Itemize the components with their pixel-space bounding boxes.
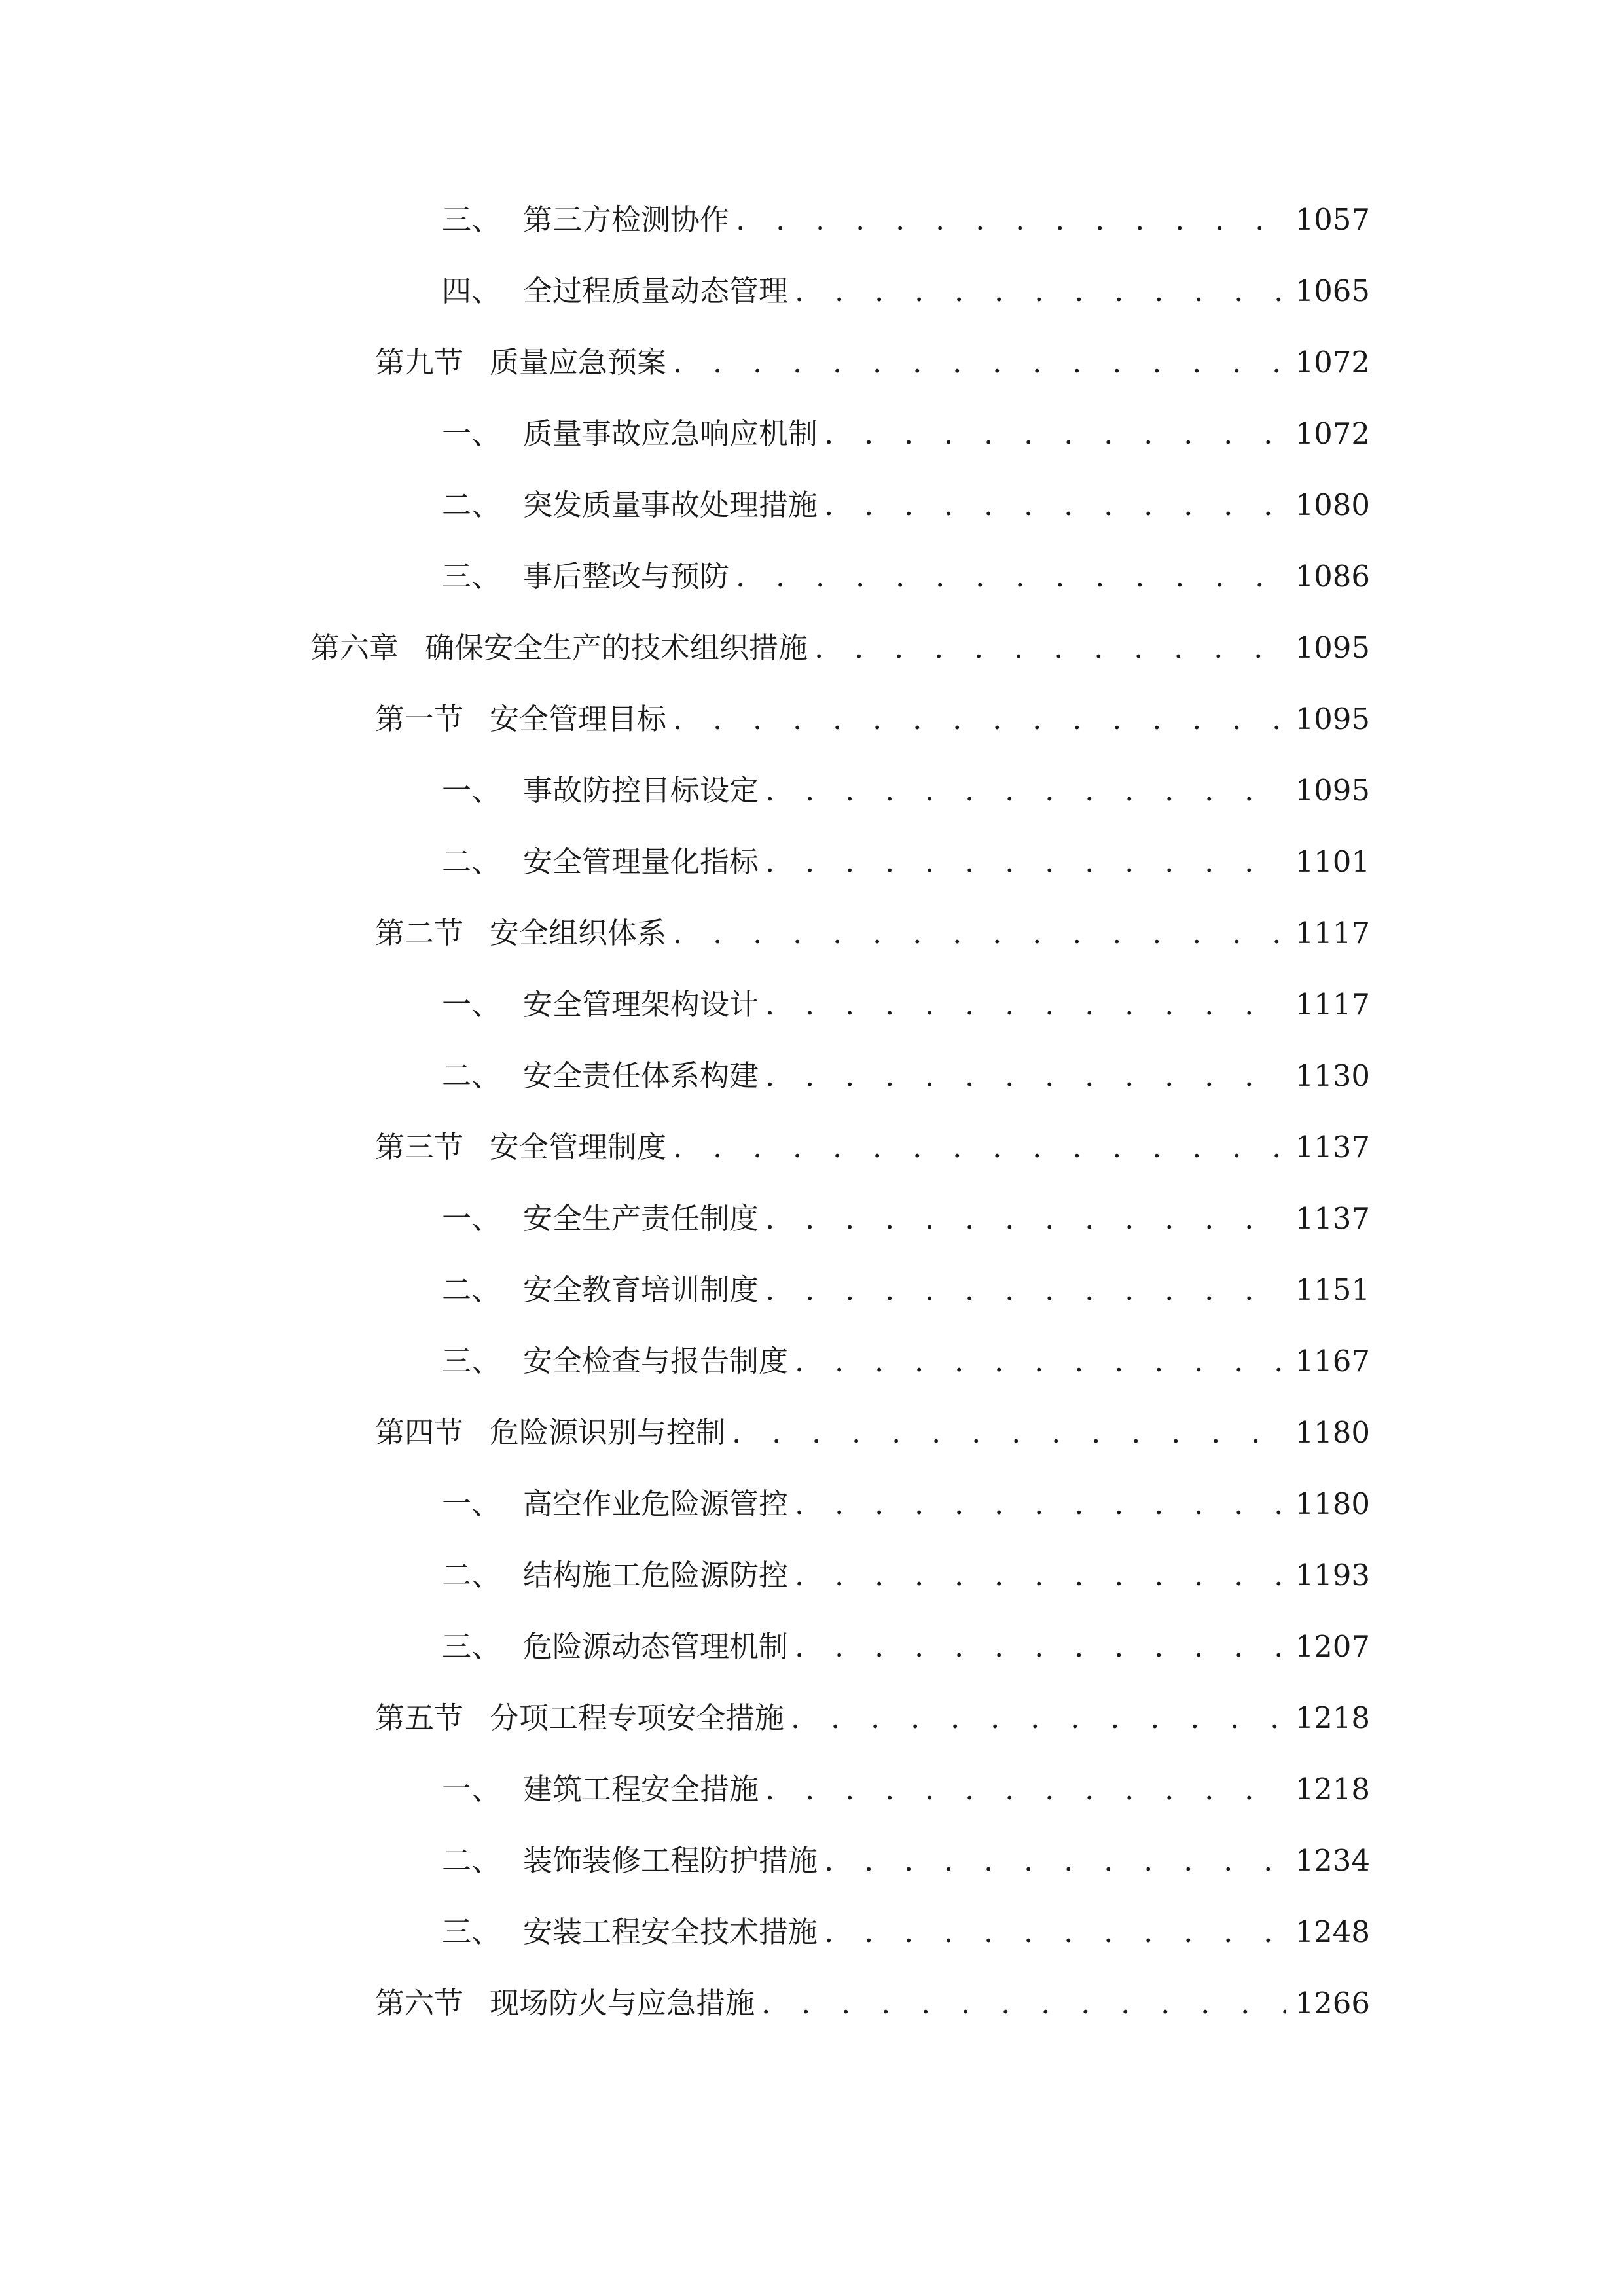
toc-entry-title: 全过程质量动态管理 (523, 274, 789, 308)
toc-dot-leader (791, 1692, 1286, 1744)
toc-entry-title: 第三方检测协作 (523, 202, 730, 237)
toc-entry-title: 危险源识别与控制 (490, 1415, 726, 1450)
toc-entry[interactable] (442, 1763, 1370, 1816)
toc-entry-number: 第二节 (375, 916, 464, 950)
toc-entry-number: 二、 (442, 1272, 501, 1307)
toc-dot-leader (824, 479, 1286, 531)
toc-entry[interactable] (442, 978, 1370, 1031)
toc-entry-page-number: 1218 (1295, 1700, 1370, 1735)
toc-entry[interactable] (375, 1407, 1370, 1459)
toc-dot-leader (824, 1906, 1286, 1958)
toc-dot-leader (765, 836, 1286, 888)
toc-entry-title: 安全管理架构设计 (523, 987, 759, 1022)
toc-entry[interactable] (442, 764, 1370, 817)
toc-entry-title: 现场防火与应急措施 (490, 1986, 755, 2020)
toc-entry-page-number: 1086 (1295, 559, 1370, 594)
toc-entry-number: 一、 (442, 416, 501, 451)
toc-entry-number: 三、 (442, 1914, 501, 1949)
toc-entry-page-number: 1117 (1295, 987, 1370, 1022)
toc-entry-page-number: 1137 (1295, 1130, 1370, 1164)
toc-entry-title: 建筑工程安全措施 (523, 1772, 759, 1806)
toc-entry[interactable] (375, 1121, 1370, 1174)
toc-entry-title: 质量应急预案 (490, 345, 667, 380)
toc-dot-leader (765, 1763, 1286, 1816)
toc-entry-page-number: 1193 (1295, 1558, 1370, 1592)
toc-entry-number: 第六章 (310, 630, 399, 665)
toc-dot-leader (824, 408, 1286, 460)
toc-entry-page-number: 1072 (1295, 416, 1370, 451)
toc-entry-page-number: 1207 (1295, 1629, 1370, 1664)
toc-entry-title: 安全管理制度 (490, 1130, 667, 1164)
toc-entry[interactable] (375, 1977, 1370, 2030)
toc-entry-number: 三、 (442, 202, 501, 237)
toc-entry-number: 三、 (442, 1344, 501, 1378)
toc-entry-title: 安全责任体系构建 (523, 1058, 759, 1093)
toc-entry-title: 突发质量事故处理措施 (523, 488, 818, 522)
toc-dot-leader (732, 1407, 1286, 1459)
toc-entry-page-number: 1180 (1295, 1415, 1370, 1450)
toc-entry-number: 第一节 (375, 702, 464, 736)
toc-entry-number: 二、 (442, 1058, 501, 1093)
toc-entry-number: 一、 (442, 987, 501, 1022)
toc-dot-leader (673, 693, 1286, 745)
toc-entry-page-number: 1248 (1295, 1914, 1370, 1949)
toc-entry[interactable] (442, 1549, 1370, 1602)
toc-dot-leader (765, 1050, 1286, 1102)
toc-entry-title: 质量事故应急响应机制 (523, 416, 818, 451)
toc-entry-number: 第九节 (375, 345, 464, 380)
toc-entry-page-number: 1266 (1295, 1986, 1370, 2020)
toc-entry[interactable] (442, 1621, 1370, 1673)
toc-entry-title: 高空作业危险源管控 (523, 1486, 789, 1521)
toc-entry-number: 二、 (442, 1558, 501, 1592)
toc-entry-title: 安全组织体系 (490, 916, 667, 950)
toc-entry[interactable] (375, 336, 1370, 389)
toc-entry-page-number: 1117 (1295, 916, 1370, 950)
toc-entry[interactable] (375, 693, 1370, 745)
toc-dot-leader (673, 336, 1286, 389)
toc-entry-page-number: 1095 (1295, 773, 1370, 808)
toc-entry-number: 三、 (442, 559, 501, 594)
toc-dot-leader (736, 194, 1286, 246)
toc-entry[interactable] (442, 1478, 1370, 1530)
toc-entry-title: 装饰装修工程防护措施 (523, 1843, 818, 1878)
toc-dot-leader (765, 1193, 1286, 1245)
toc-entry-title: 结构施工危险源防控 (523, 1558, 789, 1592)
toc-entry-page-number: 1130 (1295, 1058, 1370, 1093)
toc-dot-leader (765, 764, 1286, 817)
toc-entry-number: 第六节 (375, 1986, 464, 2020)
toc-entry-number: 第五节 (375, 1700, 464, 1735)
toc-entry-number: 第四节 (375, 1415, 464, 1450)
toc-entry[interactable] (442, 1264, 1370, 1316)
toc-entry-number: 一、 (442, 773, 501, 808)
toc-dot-leader (673, 907, 1286, 960)
toc-entry-number: 一、 (442, 1772, 501, 1806)
toc-entry-title: 安全管理目标 (490, 702, 667, 736)
toc-entry-title: 安全检查与报告制度 (523, 1344, 789, 1378)
toc-entry-title: 分项工程专项安全措施 (490, 1700, 785, 1735)
toc-entry-page-number: 1180 (1295, 1486, 1370, 1521)
toc-entry-page-number: 1218 (1295, 1772, 1370, 1806)
toc-entry-number: 二、 (442, 1843, 501, 1878)
toc-entry[interactable] (442, 1835, 1370, 1887)
toc-entry[interactable] (375, 1692, 1370, 1744)
toc-dot-leader (795, 1335, 1286, 1388)
toc-entry-page-number: 1095 (1295, 630, 1370, 665)
toc-dot-leader (736, 550, 1286, 603)
toc-entry-title: 事故防控目标设定 (523, 773, 759, 808)
toc-dot-leader (795, 1549, 1286, 1602)
toc-entry-page-number: 1065 (1295, 274, 1370, 308)
toc-entry[interactable] (442, 194, 1370, 246)
toc-entry[interactable] (442, 408, 1370, 460)
toc-dot-leader (824, 1835, 1286, 1887)
toc-entry-page-number: 1137 (1295, 1201, 1370, 1236)
toc-dot-leader (765, 978, 1286, 1031)
toc-entry-page-number: 1057 (1295, 202, 1370, 237)
toc-entry[interactable] (310, 622, 1370, 674)
toc-dot-leader (814, 622, 1286, 674)
toc-entry-number: 四、 (442, 274, 501, 308)
toc-entry-number: 一、 (442, 1486, 501, 1521)
toc-dot-leader (795, 1621, 1286, 1673)
toc-entry-page-number: 1080 (1295, 488, 1370, 522)
toc-entry-number: 一、 (442, 1201, 501, 1236)
toc-entry[interactable] (442, 1193, 1370, 1245)
toc-entry-page-number: 1101 (1295, 844, 1370, 879)
toc-entry[interactable] (442, 1906, 1370, 1958)
toc-dot-leader (673, 1121, 1286, 1174)
toc-entry[interactable] (442, 1335, 1370, 1388)
toc-dot-leader (765, 1264, 1286, 1316)
toc-entry-page-number: 1072 (1295, 345, 1370, 380)
toc-entry-title: 安全生产责任制度 (523, 1201, 759, 1236)
toc-entry-page-number: 1234 (1295, 1843, 1370, 1878)
toc-entry[interactable] (442, 1050, 1370, 1102)
toc-entry[interactable] (442, 836, 1370, 888)
toc-entry-title: 确保安全生产的技术组织措施 (425, 630, 808, 665)
toc-entry-title: 事后整改与预防 (523, 559, 730, 594)
toc-entry-page-number: 1167 (1295, 1344, 1370, 1378)
toc-entry[interactable] (442, 479, 1370, 531)
toc-entry-title: 危险源动态管理机制 (523, 1629, 789, 1664)
toc-entry[interactable] (442, 550, 1370, 603)
toc-entry-title: 安全教育培训制度 (523, 1272, 759, 1307)
toc-entry-page-number: 1095 (1295, 702, 1370, 736)
toc-entry-number: 二、 (442, 844, 501, 879)
toc-entry-page-number: 1151 (1295, 1272, 1370, 1307)
toc-entry-title: 安装工程安全技术措施 (523, 1914, 818, 1949)
toc-entry-number: 三、 (442, 1629, 501, 1664)
toc-entry-number: 二、 (442, 488, 501, 522)
toc-entry[interactable] (442, 265, 1370, 317)
toc-dot-leader (795, 1478, 1286, 1530)
toc-entry-title: 安全管理量化指标 (523, 844, 759, 879)
toc-entry[interactable] (375, 907, 1370, 960)
toc-dot-leader (795, 265, 1286, 317)
toc-entry-number: 第三节 (375, 1130, 464, 1164)
toc-dot-leader (761, 1977, 1286, 2030)
